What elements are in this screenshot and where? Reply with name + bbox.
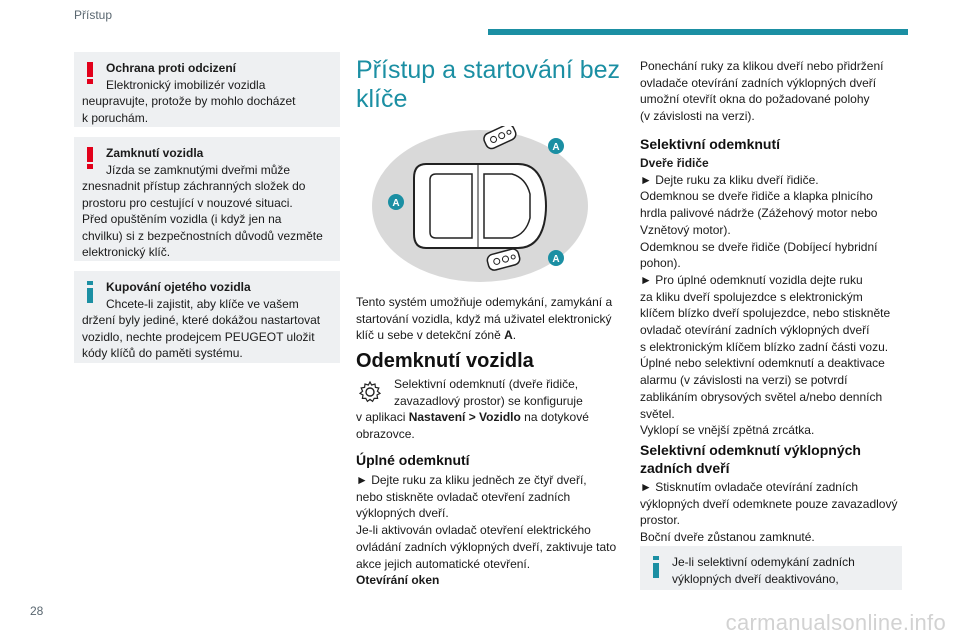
- text-line: s elektronickým klíčem blízko zadní části vozu.: [640, 339, 889, 354]
- zone-a-marker-left: [388, 194, 404, 210]
- zone-a-marker-bottom: [548, 250, 564, 266]
- text-line: ► Pro úplné odemknutí vozidla dejte ruku: [640, 272, 863, 287]
- text-line: ovladače otevírání zadních výklopných dveří: [640, 75, 877, 90]
- box-line: držení byly jediné, které dokážou nastartovat: [82, 313, 321, 327]
- heading-line: zadních dveří: [640, 460, 730, 476]
- text-line: Úplné nebo selektivní odemknutí a deaktivace: [640, 356, 885, 371]
- text-line: klíč u sebe v detekční zóně A.: [356, 328, 517, 343]
- box-line: prostoru pro cestující v nouzové situaci.: [82, 195, 293, 210]
- page-title-line-2: klíče: [356, 85, 408, 113]
- text-line: zablikáním obrysových světel a/nebo denních: [640, 389, 883, 404]
- text-line: nebo stiskněte ovladač otevření zadních: [356, 489, 571, 504]
- text-line: Vyklopí se vnější zpětná zrcátka.: [640, 423, 815, 438]
- svg-text:A: A: [392, 198, 400, 209]
- warning-box-locking: [74, 137, 340, 261]
- page-number: 28: [30, 604, 44, 618]
- text-line: Odemknou se dveře řidiče (Dobíjecí hybridní: [640, 239, 878, 254]
- box-line: elektronický klíč.: [82, 245, 171, 259]
- box-line: znesnadnit přístup záchranných složek do: [82, 179, 306, 193]
- unlock-heading: Odemknutí vozidla: [356, 350, 534, 372]
- warning-icon: [86, 62, 94, 89]
- windows-open-subheading: Otevírání oken: [356, 573, 440, 588]
- settings-paragraph: [356, 376, 626, 443]
- tailgate-unlock-heading: [640, 441, 908, 477]
- watermark: carmanualsonline.info: [725, 610, 946, 635]
- text-line: světel.: [640, 406, 675, 421]
- info-icon: [86, 281, 94, 308]
- box-line: Je-li selektivní odemykání zadních: [672, 555, 855, 569]
- page-title-line-1: Přístup a startování bez: [356, 56, 621, 84]
- tailgate-paragraph: [640, 479, 908, 546]
- text-line: klíčem blízko dveří spolujezdce, nebo stiskněte: [640, 306, 891, 321]
- car-top-view-icon: [414, 164, 546, 248]
- section-title: Přístup: [74, 8, 113, 22]
- text-line: za kliku dveří spolujezdce s elektronickým: [640, 289, 863, 304]
- text-line: Boční dveře zůstanou zamknuté.: [640, 530, 815, 545]
- box-line: vozidlo, nechte prodejcem PEUGEOT uložit: [82, 329, 315, 344]
- text-line: Tento systém umožňuje odemykání, zamykání a: [356, 295, 613, 309]
- intro-paragraph: [356, 294, 626, 344]
- text-line: ► Dejte ruku za kliku jedněch ze čtyř dveří,: [356, 473, 587, 487]
- text-line: akce jejich automatické otevření.: [356, 556, 531, 571]
- text-line: hrdla palivové nádrže (Zážehový motor nebo: [640, 206, 878, 221]
- text-line: (v závislosti na verzi).: [640, 109, 755, 124]
- full-unlock-heading: Úplné odemknutí: [356, 452, 470, 468]
- text-line: Je-li aktivován ovladač otevření elektrického: [356, 523, 591, 538]
- page-title: [356, 56, 626, 114]
- text-line: ► Stisknutím ovladače otevírání zadních: [640, 480, 858, 494]
- heading-line: Selektivní odemknutí výklopných: [640, 442, 861, 458]
- selective-unlock-heading: Selektivní odemknutí: [640, 136, 781, 152]
- keyless-zone-diagram: [370, 126, 590, 286]
- box-line: neupravujte, protože by mohlo docházet: [82, 94, 296, 108]
- text-line: obrazovce.: [356, 427, 415, 442]
- selective-unlock-paragraph: [640, 155, 908, 439]
- box-title: Ochrana proti odcizení: [106, 61, 237, 75]
- text-line: startování vozidla, když má uživatel elektronický: [356, 311, 612, 326]
- info-box-tailgate: [640, 546, 902, 590]
- info-icon: [652, 556, 660, 583]
- text-line: pohon).: [640, 256, 681, 271]
- svg-text:A: A: [552, 254, 560, 265]
- box-line: výklopných dveří deaktivováno,: [672, 571, 839, 586]
- text-line: Vznětový motor).: [640, 222, 731, 237]
- box-line: chvilku) si z bezpečnostních důvodů vezměte: [82, 228, 323, 243]
- box-title: Zamknutí vozidla: [106, 146, 204, 160]
- box-line: k poruchám.: [82, 110, 149, 125]
- svg-text:A: A: [552, 142, 560, 153]
- box-line: kódy klíčů do paměti systému.: [82, 346, 243, 360]
- window-paragraph: [640, 58, 908, 125]
- text-line: alarmu (v závislosti na verzi) se potvrdí: [640, 373, 848, 388]
- text-line: umožní otevřít okna do požadované polohy: [640, 92, 870, 107]
- header-accent-bar: [488, 29, 908, 35]
- info-box-used-vehicle: [74, 271, 340, 363]
- text-line: Ponechání ruky za klikou dveří nebo přidržení: [640, 59, 884, 73]
- box-line: Jízda se zamknutými dveřmi může: [106, 162, 291, 177]
- text-line: výklopných dveří odemknete pouze zavazadlový: [640, 496, 898, 511]
- text-line: ► Dejte ruku za kliku dveří řidiče.: [640, 172, 819, 187]
- driver-door-subheading: Dveře řidiče: [640, 156, 709, 170]
- text-line: výklopných dveří.: [356, 506, 449, 521]
- box-line: Elektronický imobilizér vozidla: [106, 77, 266, 92]
- text-line: v aplikaci Nastavení > Vozidlo na dotykové: [356, 410, 589, 425]
- text-line: zavazadlový prostor) se konfiguruje: [394, 393, 583, 408]
- text-line: ovladač otevírání zadních výklopných dveří: [640, 323, 870, 338]
- warning-icon: [86, 147, 94, 174]
- text-line: Odemknou se dveře řidiče a klapka plnicího: [640, 189, 873, 204]
- box-title: Kupování ojetého vozidla: [106, 280, 251, 294]
- text-line: ovládání zadních výklopných dveří, zaktivuje tato: [356, 539, 617, 554]
- zone-a-marker-top: [548, 138, 564, 154]
- box-line: Chcete-li zajistit, aby klíče ve vašem: [106, 296, 299, 311]
- text-line: prostor.: [640, 513, 681, 528]
- box-line: Před opuštěním vozidla (i když jen na: [82, 212, 282, 226]
- full-unlock-paragraph: [356, 472, 626, 589]
- warning-box-theft: [74, 52, 340, 127]
- text-line: Selektivní odemknutí (dveře řidiče,: [394, 377, 579, 391]
